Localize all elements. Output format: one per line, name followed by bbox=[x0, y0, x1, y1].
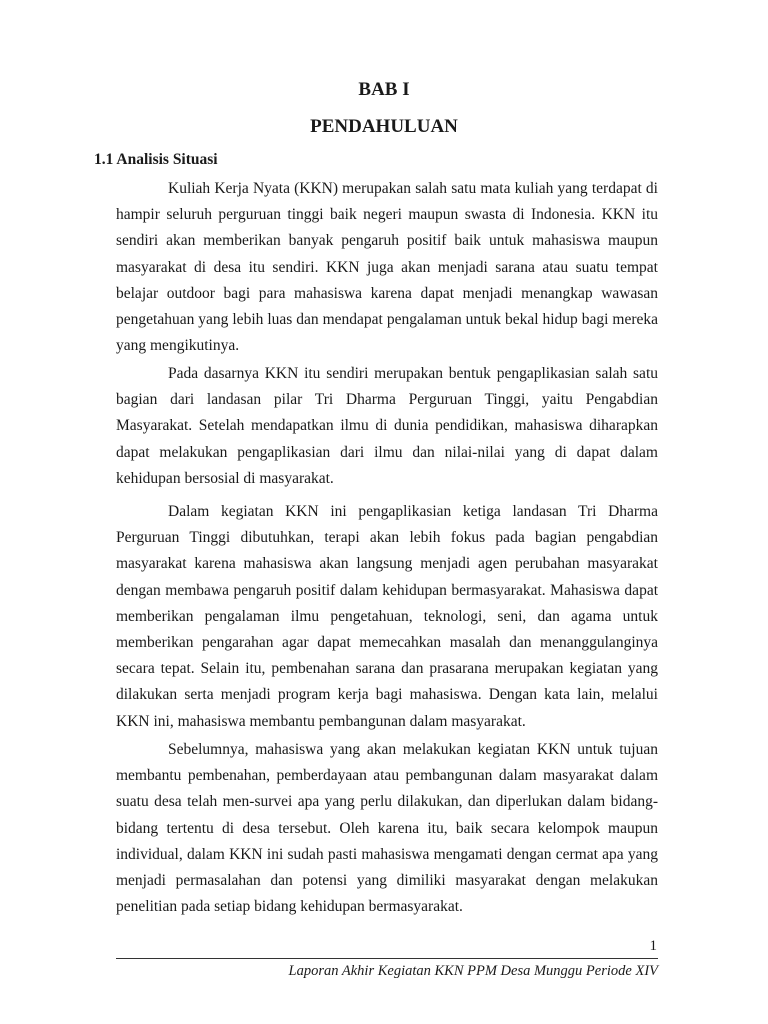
paragraph: Dalam kegiatan KKN ini pengaplikasian ketiga landasan Tri Dharma Perguruan Tinggi dibutuhkan, terapi akan lebih fokus pada bagian pengabdian masyarakat karena mahasiswa akan langsung menjadi agen perubahan masyarakat dengan membawa pengaruh positif dalam kehidupan bermasyarakat. Mahasiswa dapat memberikan pengalaman ilmu pengetahuan, teknologi, seni, dan agama untuk memberikan pengarahan agar dapat memecahkan masalah dan menanggulanginya secara tepat. Selain itu, pembenahan sarana dan prasarana merupakan kegiatan yang dilakukan serta menjadi program kerja bagi mahasiswa. Dengan kata lain, melalui KKN ini, mahasiswa membantu pembangunan dalam masyarakat. bbox=[116, 503, 658, 730]
page-number: 1 bbox=[649, 938, 657, 954]
chapter-title: PENDAHULUAN bbox=[310, 116, 458, 137]
paragraph: Pada dasarnya KKN itu sendiri merupakan bentuk pengaplikasian salah satu bagian dari landasan pilar Tri Dharma Perguruan Tinggi, yaitu Pengabdian Masyarakat. Setelah mendapatkan ilmu di dunia pendidikan, mahasiswa diharapkan dapat melakukan pengaplikasian dari ilmu dan nilai-nilai yang di dapat dalam kehidupan bersosial di masyarakat. bbox=[116, 365, 658, 487]
chapter-heading: BAB I bbox=[358, 79, 410, 100]
paragraph: Sebelumnya, mahasiswa yang akan melakukan kegiatan KKN untuk tujuan membantu pembenahan, pemberdayaan atau pembangunan dalam masyarakat dalam suatu desa telah men-survei apa yang perlu dilakukan, dan diperlukan dalam bidang-bidang tertentu di desa tersebut. Oleh karena itu, baik secara kelompok maupun individual, dalam KKN ini sudah pasti mahasiswa mengamati dengan cermat apa yang menjadi permasalahan dan potensi yang dimiliki masyarakat dengan melakukan penelitian pada setiap bidang kehidupan bermasyarakat. bbox=[116, 741, 658, 916]
section-heading: 1.1 Analisis Situasi bbox=[94, 151, 218, 168]
footer-divider bbox=[116, 958, 658, 959]
paragraph: Kuliah Kerja Nyata (KKN) merupakan salah satu mata kuliah yang terdapat di hampir seluruh perguruan tinggi baik negeri maupun swasta di Indonesia. KKN itu sendiri akan memberikan banyak pengaruh positif baik untuk mahasiswa maupun masyarakat di desa itu sendiri. KKN juga akan menjadi sarana atau suatu tempat belajar outdoor bagi para mahasiswa karena dapat menjadi menangkap wawasan pengetahuan yang lebih luas dan mendapat pengalaman untuk bekal hidup bagi mereka yang mengikutinya. bbox=[116, 180, 658, 355]
page-footer: Laporan Akhir Kegiatan KKN PPM Desa Munggu Periode XIV bbox=[288, 963, 658, 979]
